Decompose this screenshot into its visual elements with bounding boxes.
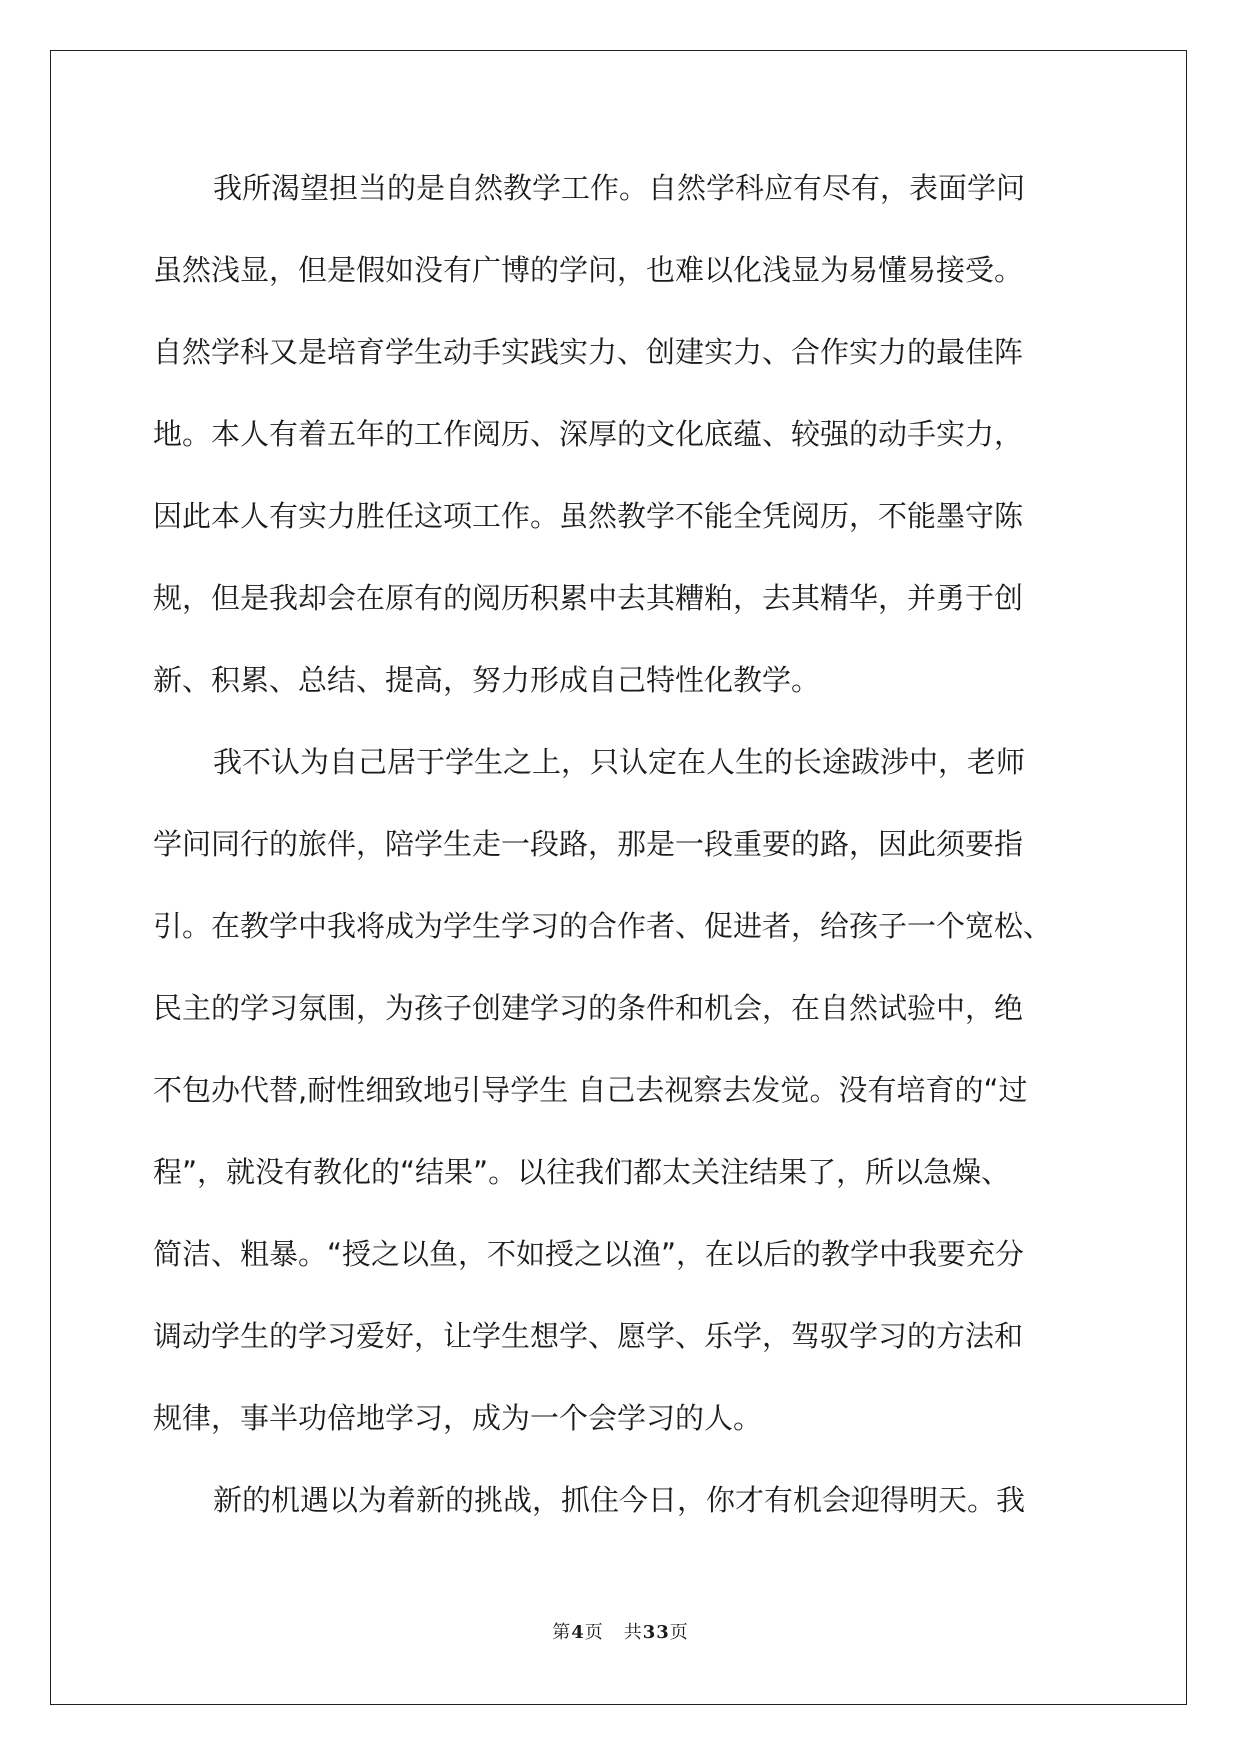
text-line: 虽然浅显，但是假如没有广博的学问，也难以化浅显为易懂易接受。 <box>153 253 1024 287</box>
text-line: 规，但是我却会在原有的阅历积累中去其糟粕，去其精华，并勇于创 <box>153 581 1024 615</box>
page-footer <box>0 1618 1241 1644</box>
text-line: 自然学科又是培育学生动手实践实力、创建实力、合作实力的最佳阵 <box>153 335 1024 369</box>
text-line: 新的机遇以为着新的挑战，抓住今日，你才有机会迎得明天。我 <box>213 1483 1026 1517</box>
text-line: 我所渴望担当的是自然教学工作。自然学科应有尽有，表面学问 <box>213 171 1026 205</box>
text-line: 程”，就没有教化的“结果”。以往我们都太关注结果了，所以急燥、 <box>153 1155 1011 1189</box>
text-line: 引。在教学中我将成为学生学习的合作者、促进者，给孩子一个宽松、 <box>153 909 1053 943</box>
page-prefix: 第 <box>552 1622 572 1643</box>
text-line: 民主的学习氛围，为孩子创建学习的条件和机会，在自然试验中，绝 <box>153 991 1024 1025</box>
text-line: 不包办代替,耐性细致地引导学生 自己去视察去发觉。没有培育的“过 <box>153 1073 1028 1107</box>
text-line: 调动学生的学习爱好，让学生想学、愿学、乐学，驾驭学习的方法和 <box>153 1319 1024 1353</box>
text-line: 因此本人有实力胜任这项工作。虽然教学不能全凭阅历，不能墨守陈 <box>153 499 1024 533</box>
total-pages: 33 <box>642 1622 670 1643</box>
page-number: 4 <box>571 1622 585 1643</box>
text-line: 简洁、粗暴。“授之以鱼，不如授之以渔”，在以后的教学中我要充分 <box>153 1237 1025 1271</box>
text-line: 我不认为自己居于学生之上，只认定在人生的长途跋涉中，老师 <box>213 745 1026 779</box>
total-prefix: 共 <box>623 1622 643 1643</box>
page-suffix: 页 <box>584 1622 604 1643</box>
body-text <box>153 168 1123 1562</box>
text-line: 新、积累、总结、提高，努力形成自己特性化教学。 <box>153 663 821 697</box>
text-line: 学问同行的旅伴，陪学生走一段路，那是一段重要的路，因此须要指 <box>153 827 1024 861</box>
text-line: 规律，事半功倍地学习，成为一个会学习的人。 <box>153 1401 763 1435</box>
text-line: 地。本人有着五年的工作阅历、深厚的文化底蕴、较强的动手实力， <box>153 417 1024 451</box>
total-suffix: 页 <box>669 1622 689 1643</box>
